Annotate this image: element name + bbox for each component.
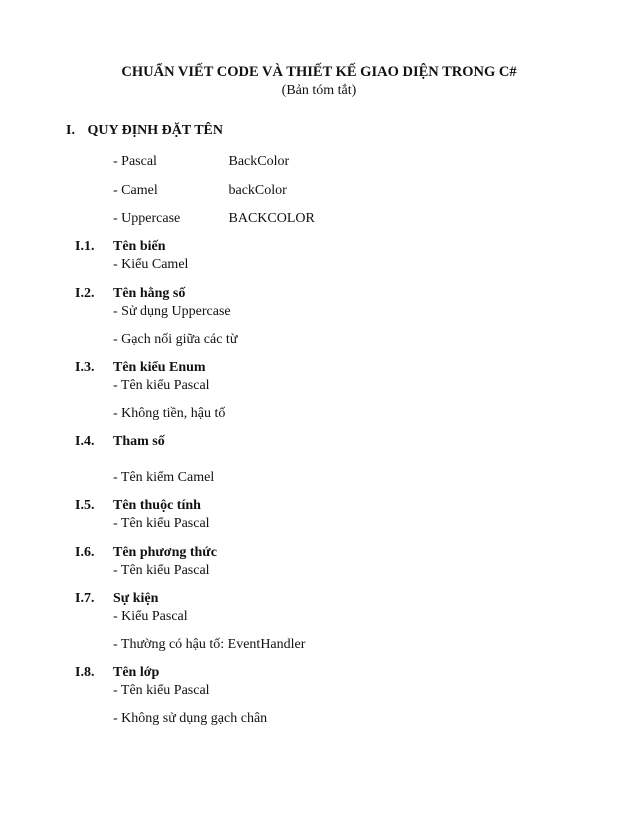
subsection-line: - Không tiền, hậu tố: [113, 406, 226, 421]
subsection-line: - Tên kiểm Camel: [113, 470, 215, 485]
subsection-line: - Thường có hậu tố: EventHandler: [113, 637, 306, 652]
document-subtitle: (Bản tóm tắt): [281, 83, 357, 98]
subsection-line: - Gạch nối giữa các từ: [113, 332, 238, 347]
subsection-title: Tên biến: [113, 239, 166, 254]
section-heading: [66, 123, 223, 139]
subsection-title: Sự kiện: [113, 591, 159, 606]
convention-example: BACKCOLOR: [228, 211, 315, 226]
convention-name: - Camel: [113, 183, 158, 198]
subsection-line: - Tên kiểu Pascal: [113, 378, 210, 393]
subsection-line: - Không sử dụng gạch chân: [113, 711, 268, 726]
subsection-number: I.7.: [75, 591, 95, 606]
subsection-line: - Kiểu Pascal: [113, 609, 188, 624]
subsection-number: I.3.: [75, 360, 95, 375]
subsection-title: Tên kiểu Enum: [113, 360, 206, 375]
convention-example: backColor: [228, 183, 287, 198]
subsection-line: - Tên kiểu Pascal: [113, 683, 210, 698]
subsection-title: Tên hằng số: [113, 286, 186, 301]
section-title: QUY ĐỊNH ĐẶT TÊN: [87, 123, 223, 138]
subsection-line: - Tên kiểu Pascal: [113, 516, 210, 531]
subsection-number: I.8.: [75, 665, 95, 680]
subsection-title: Tham số: [113, 434, 165, 449]
convention-row-uppercase: [113, 211, 315, 227]
subsection-line: - Sử dụng Uppercase: [113, 304, 231, 319]
subsection-line: - Kiểu Camel: [113, 257, 189, 272]
document-title: CHUẨN VIẾT CODE VÀ THIẾT KẾ GIAO DIỆN TRONG C#: [121, 64, 517, 80]
subsection-number: I.2.: [75, 286, 95, 301]
convention-row-pascal: [113, 154, 289, 170]
subsection-title: Tên lớp: [113, 665, 160, 680]
convention-name: - Pascal: [113, 154, 157, 169]
subsection-number: I.5.: [75, 498, 95, 513]
subsection-title: Tên thuộc tính: [113, 498, 201, 513]
subsection-line: - Tên kiểu Pascal: [113, 563, 210, 578]
subsection-number: I.6.: [75, 545, 95, 560]
convention-name: - Uppercase: [113, 211, 181, 226]
subsection-number: I.1.: [75, 239, 95, 254]
convention-example: BackColor: [228, 154, 290, 169]
subsection-title: Tên phương thức: [113, 545, 217, 560]
convention-row-camel: [113, 183, 287, 199]
section-number: I.: [66, 123, 75, 138]
subsection-number: I.4.: [75, 434, 95, 449]
